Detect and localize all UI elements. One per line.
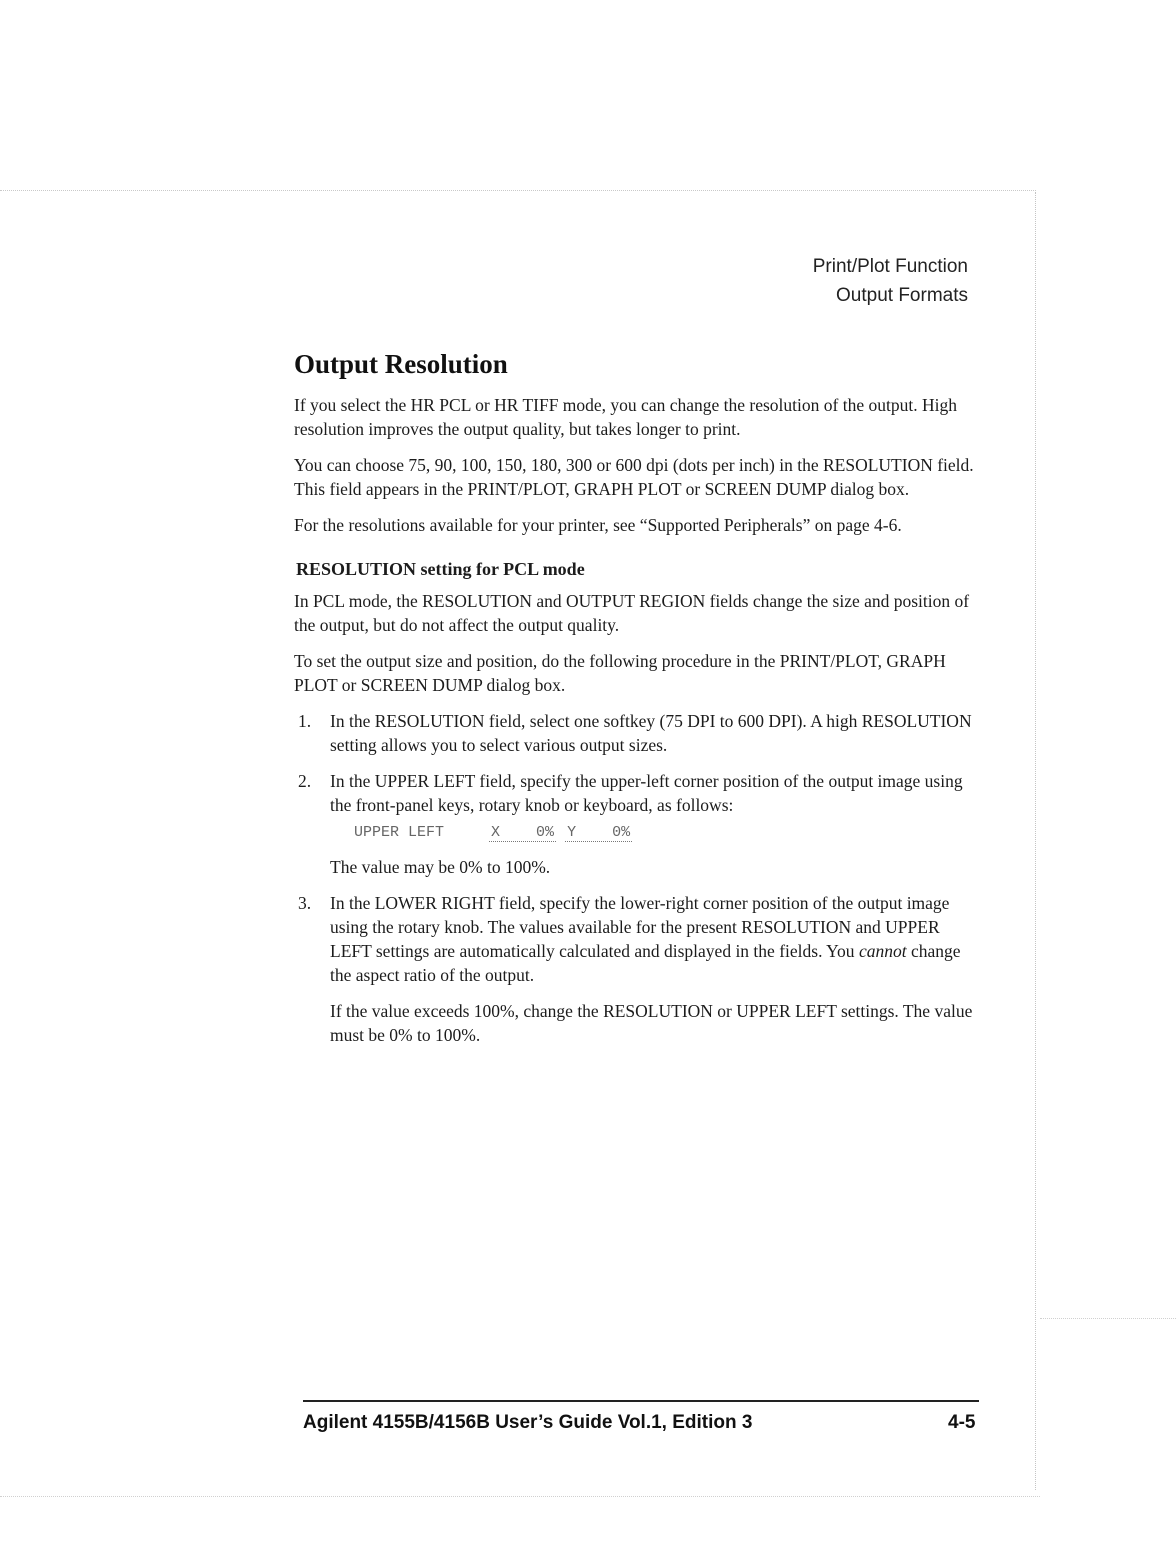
paragraph-dpi-choices: You can choose 75, 90, 100, 150, 180, 300 or 600 dpi (dots per inch) in the RESOLUTION field. This field appears in the PRINT/PLOT, GRAPH PLOT or SCREEN DUMP dialog box. [294, 455, 974, 499]
step-number: 2. [298, 771, 312, 791]
paragraph-procedure-intro: To set the output size and position, do the following procedure in the PRINT/PLOT, GRAPH PLOT or SCREEN DUMP dialog box. [294, 651, 946, 695]
step-item [294, 891, 974, 1047]
step-note: The value may be 0% to 100%. [330, 857, 551, 877]
section-heading: Output Resolution [294, 349, 508, 379]
page-number: 4-5 [948, 1412, 976, 1433]
upper-left-label: UPPER LEFT [354, 824, 445, 841]
step-text-after: change the aspect ratio of the output. [330, 941, 961, 985]
running-head-chapter: Print/Plot Function [812, 256, 968, 277]
running-head [813, 252, 968, 310]
step-text-emphasis: cannot [858, 941, 907, 961]
step-note: If the value exceeds 100%, change the RESOLUTION or UPPER LEFT settings. The value must be 0% to 100%. [330, 1001, 973, 1045]
upper-left-field-example [354, 821, 974, 845]
procedure-steps [294, 709, 974, 1047]
step-item [294, 709, 974, 757]
paragraph-intro: If you select the HR PCL or HR TIFF mode, you can change the resolution of the output. High resolution improves the output quality, but takes longer to print. [294, 395, 957, 439]
main-content [294, 393, 974, 1059]
upper-left-y-value: Y 0% [567, 824, 631, 841]
footer-title: Agilent 4155B/4156B User’s Guide Vol.1, Edition 3 [303, 1412, 753, 1433]
scan-edge-bottom [0, 1496, 1040, 1497]
step-text: In the UPPER LEFT field, specify the upper-left corner position of the output image using the front-panel keys, rotary knob or keyboard, as follows: [330, 771, 963, 815]
paragraph-pcl-mode: In PCL mode, the RESOLUTION and OUTPUT REGION fields change the size and position of the output, but do not affect the output quality. [294, 591, 970, 635]
paragraph-peripherals-reference: For the resolutions available for your printer, see “Supported Peripherals” on page 4-6. [294, 515, 902, 535]
step-text-before: In the LOWER RIGHT field, specify the lower-right corner position of the output image using the rotary knob. The values available for the present RESOLUTION and UPPER LEFT settings are automatically calculated and displayed in the fields. You [330, 893, 950, 961]
footer-rule [303, 1400, 979, 1402]
upper-left-x-value: X 0% [491, 824, 555, 841]
step-text: In the RESOLUTION field, select one softkey (75 DPI to 600 DPI). A high RESOLUTION setting allows you to select various output sizes. [330, 711, 972, 755]
scan-edge-right [1035, 192, 1036, 1490]
subheading-pcl: RESOLUTION setting for PCL mode [296, 559, 585, 579]
running-head-section: Output Formats [836, 285, 968, 306]
scan-edge-top [0, 190, 1036, 191]
step-text [330, 891, 974, 987]
scan-edge-right-lower [1040, 1318, 1176, 1319]
step-number: 3. [298, 893, 312, 913]
step-number: 1. [298, 711, 312, 731]
step-item [294, 769, 974, 879]
